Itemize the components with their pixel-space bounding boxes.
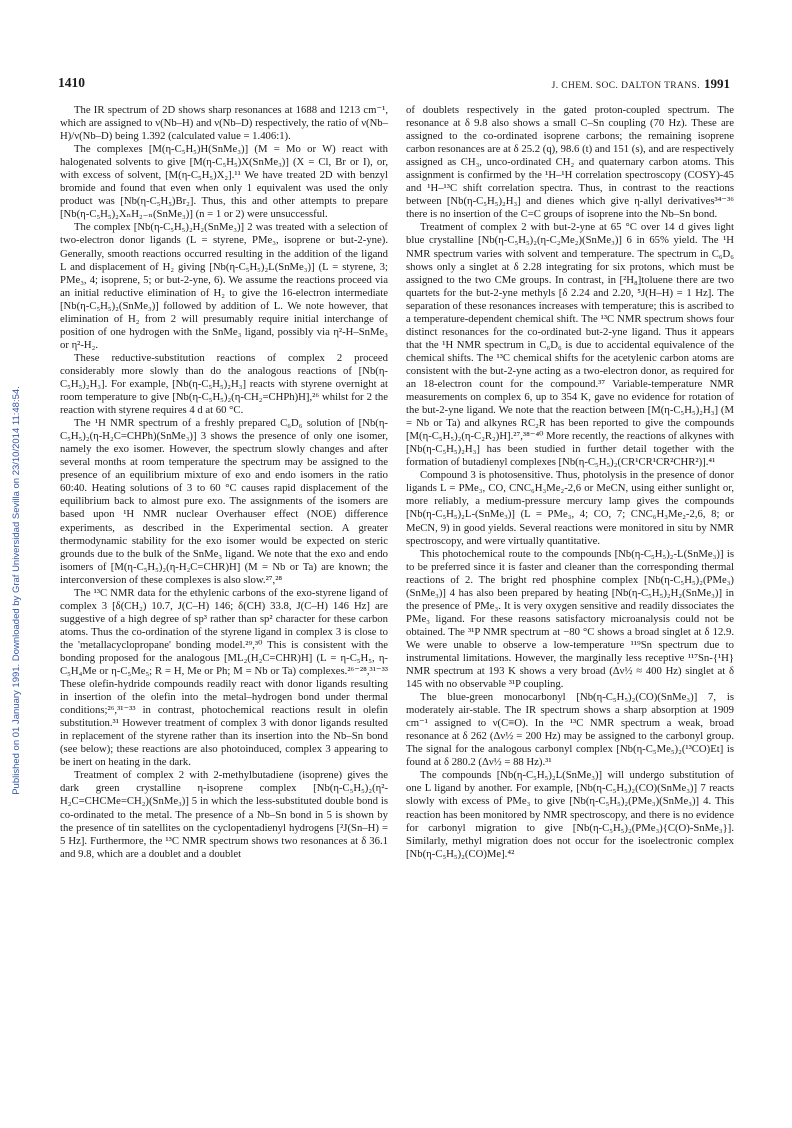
- paragraph: Treatment of complex 2 with but-2-yne at 65 °C over 14 d gives light blue crystalline [Nb(η-C₅H₅)₂(η-C₂Me₂)(SnMe₃)] 6 in 65% yield. The ¹H NMR spectrum varies with solvent and temperature. The spectrum in C₆D₆ shows only a singlet at δ 2.28 integrating for six protons, which must be assigned to the two CMe groups. In contrast, in [²H₈]toluene there are two quartets for the but-2-yne methyls [δ 2.24 and 2.20, ⁵J(H–H) = 1 Hz]. The separation of these resonances increases with temperature; this is ascribed to a temperature-dependent chemical shift. The ¹³C NMR spectrum shows four distinct resonances for the co-ordinated but-2-yne ligand. Thus it appears that the ¹H NMR spectrum in C₆D₆ is due to accidental equivalence of the chemical shifts. The ¹³C chemical shifts for the acetylenic carbon atoms are consistent with the but-2-yne acting as a two-electron donor, as required for an 18-electron count for the compound.³⁷ Variable-temperature NMR measurements on complex 6, up to 354 K, gave no evidence for rotation of the but-2-yne ligand. We note that the reaction between [M(η-C₅H₅)₂H₃] (M = Nb or Ta) and alkynes RC₂R has been reported to give the compounds [M(η-C₅H₅)₂(η-C₂R₂)H].²⁷,³⁸⁻⁴⁰ More recently, the reactions of alkynes with [Nb(η-C₅H₅)₂H₃] has been studied in further detail together with the formation of butadienyl complexes [Nb(η-C₅H₅)₂(CR¹CR¹CR²CHR²)].⁴¹: [406, 221, 734, 469]
- paragraph: This photochemical route to the compounds [Nb(η-C₅H₅)₂-L(SnMe₃)] is to be preferred since it is faster and cleaner than the corresponding thermal reactions of 2. The bright red phosphine complex [Nb(η-C₅H₅)₂(PMe₃)(SnMe₃)] 4 has also been prepared by heating [Nb(η-C₅H₅)₂H₂(SnMe₃)] in the presence of PMe₃. It is very oxygen sensitive and readily dissociates the PMe₃ ligand. For these reasons satisfactory microanalysis could not be obtained. The ³¹P NMR spectrum at −80 °C shows a broad singlet at δ 12.9. We were unable to observe a low-temperature ¹¹⁹Sn spectrum due to instrumental limitations. However, the marginally less receptive ¹¹⁷Sn-{¹H} NMR spectrum at 193 K shows a very broad (Δν½ ≈ 400 Hz) singlet at δ 145 with no observable ³¹P coupling.: [406, 547, 734, 691]
- download-note: Published on 01 January 1991. Downloaded by Graf Universidad Sevilla on 23/10/2014 11:48:54.: [10, 385, 22, 795]
- paragraph: of doublets respectively in the gated proton-coupled spectrum. The resonance at δ 9.8 also shows a small C–Sn coupling (70 Hz). These are assigned to the co-ordinated isoprene carbons; the remaining isoprene carbon resonances are at δ 25.2 (q), 98.6 (t) and 151 (s), and are respectively assigned as CH₃, unco-ordinated CH₂ and quaternary carbon atoms. This assignment is confirmed by the ¹H–¹H correlation spectroscopy (COSY)-45 and ¹H–¹³C shift correlation spectra. Thus, in contrast to the reactions between [Nb(η-C₅H₅)₂H₃] and dienes which give η-allyl derivatives³⁴⁻³⁶ there is no insertion of the C=C groups of isoprene into the Nb–Sn bond.: [406, 104, 734, 221]
- paragraph: The IR spectrum of 2D shows sharp resonances at 1688 and 1213 cm⁻¹, which are assigned to ν(Nb–H) and ν(Nb–D) respectively, the ratio of ν(Nb–H)/ν(Nb–D) being 1.392 (calculated value = 1.406:1).: [60, 104, 388, 143]
- paragraph: Treatment of complex 2 with 2-methylbutadiene (isoprene) gives the dark green crystalline η-isoprene complex [Nb(η-C₅H₅)₂(η²-H₂C=CHCMe=CH₂)(SnMe₃)] 5 in which the less-substituted double bond is co-ordinated to the metal. The presence of a Nb–Sn bond in 5 is shown by the presence of tin satellites on the cyclopentadienyl hydrogens [²J(Sn–H) = 5 Hz]. Furthermore, the ¹³C NMR spectrum shows two resonances at δ 36.1 and 9.8, which are a doublet and a doublet: [60, 769, 388, 860]
- paragraph: The compounds [Nb(η-C₅H₅)₂L(SnMe₃)] will undergo substitution of one L ligand by another. For example, [Nb(η-C₅H₅)₂(CO)(SnMe₃)] 7 reacts slowly with excess of PMe₃ to give [Nb(η-C₅H₅)₂(PMe₃)(SnMe₃)] 4. This reaction has been monitored by NMR spectroscopy, and there is no evidence for carbonyl migration to give [Nb(η-C₅H₅)₂(PMe₃){C(O)-SnMe₃}]. Similarly, methyl migration does not occur for the isoelectronic complex [Nb(η-C₅H₅)₂(CO)Me].⁴²: [406, 769, 734, 860]
- paragraph: The ¹³C NMR data for the ethylenic carbons of the exo-styrene ligand of complex 3 [δ(CH₂) 10.7, J(C–H) 146; δ(CH) 33.8, J(C–H) 146 Hz] are suggestive of a high degree of sp³ rather than sp² character for these carbon atoms. Thus the co-ordination of the styrene ligand in complex 3 is close to the 'metallacyclopropane' bonding model.²⁹,³⁰ This is consistent with the bonding proposed for the analogous [ML₂(H₂C=CHR)H] (L = η-C₅H₅, η-C₅H₄Me or η-C₅Me₅; R = H, Me or Ph; M = Nb or Ta) complexes.²⁶⁻²⁸,³¹⁻³³ These olefin-hydride compounds readily react with donor ligands resulting in insertion of the olefin into the metal–hydrogen bond under thermal conditions;²⁶,³¹⁻³³ in contrast, photochemical reactions result in olefin substitution.³¹ However treatment of complex 3 with donor ligands resulted in replacement of the styrene rather than its insertion into the Nb–Sn bond (see below); these reactions are also photoinduced, complex 3 appearing to be inert on heating in the dark.: [60, 586, 388, 769]
- journal-header: [552, 76, 730, 92]
- paragraph: These reductive-substitution reactions of complex 2 proceed considerably more slowly than do the analogous reactions of [Nb(η-C₅H₅)₂H₃]. For example, [Nb(η-C₅H₅)₂H₃] reacts with styrene overnight at room temperature to give [Nb(η-C₅H₅)₂(η-CH₂=CHPh)H],²⁶ whilst for 2 the reaction with styrene requires 4 d at 60 °C.: [60, 351, 388, 417]
- paragraph: The ¹H NMR spectrum of a freshly prepared C₆D₆ solution of [Nb(η-C₅H₅)₂(η-H₂C=CHPh)(SnMe₃)] 3 shows the presence of only one isomer, namely the exo isomer. However, the spectrum slowly changes and after several months at room temperature the spectrum may be assigned to the presence of an equilibrium mixture of exo and endo isomers in the ratio 60:40. Heating solutions of 3 to 60 °C causes rapid displacement of the equilibrium back to almost pure exo. The assignments of the isomers are based upon ¹H NMR nuclear Overhauser effect (NOE) difference experiments, as described in the Experimental section. A greater thermodynamic stability for the exo isomer would be expected on steric grounds due to the bulk of the SnMe₃ ligand. We note that the exo and endo isomers of [M(η-C₅H₅)₂(η-H₂C=CHR)H] (M = Nb or Ta) are known; the interconversion of these complexes is also slow.²⁷,²⁸: [60, 417, 388, 586]
- left-column: [60, 104, 388, 861]
- paragraph: The blue-green monocarbonyl [Nb(η-C₅H₅)₂(CO)(SnMe₃)] 7, is moderately air-stable. The IR spectrum shows a sharp absorption at 1909 cm⁻¹ assigned to ν(C≡O). In the ¹³C NMR spectrum a weak, broad resonance at δ 262 (Δν½ = 200 Hz) may be assigned to the carbonyl group. The signal for the analogous carbonyl complex [Nb(η-C₅Me₅)₂(¹³CO)Et] is found at δ 280.2 (Δν½ = 88 Hz).³¹: [406, 691, 734, 769]
- journal-title: J. CHEM. SOC. DALTON TRANS.: [551, 81, 700, 91]
- journal-year: 1991: [704, 76, 730, 91]
- right-column: [406, 104, 734, 861]
- paragraph: The complex [Nb(η-C₅H₅)₂H₂(SnMe₃)] 2 was treated with a selection of two-electron donor ligands (L = styrene, PMe₃, isoprene or but-2-yne). Generally, smooth reactions occurred resulting in the addition of the ligand L and displacement of H₂ giving [Nb(η-C₅H₅)₂L(SnMe₃)] (L = styrene, 3; PMe₃, 4; isoprene, 5; or but-2-yne, 6). We assume the reactions proceed via an initial reductive elimination of H₂ to give the 16-electron intermediate [Nb(η-C₅H₅)₂(SnMe₃)] followed by addition of L. We note however, that elimination of H₂ from 2 will presumably require initial interchange of position of one hydrogen with the SnMe₃ ligand, possibly via η²-H–SnMe₃ or η²-H₂.: [60, 221, 388, 351]
- paragraph: The complexes [M(η-C₅H₅)H(SnMe₃)] (M = Mo or W) react with halogenated solvents to give [M(η-C₅H₅)X(SnMe₃)] (X = Cl, Br or I), or, with excess of solvent, [M(η-C₅H₅)X₂].¹¹ We have treated 2D with benzyl bromide and found that even when only 1 equivalent was used the only product was [Nb(η-C₅H₅)Br₂]. Thus, this and other attempts to prepare [Nb(η-C₅H₅)₂XₙH₂₋ₙ(SnMe₃)] (n = 1 or 2) were unsuccessful.: [60, 143, 388, 221]
- paragraph: Compound 3 is photosensitive. Thus, photolysis in the presence of donor ligands L = PMe₃, CO, CNC₆H₃Me₂-2,6 or MeCN, using either sunlight or, more reliably, a medium-pressure mercury lamp gives the compounds [Nb(η-C₅H₅)₂L-(SnMe₃)] (L = PMe₃, 4; CO, 7; CNC₆H₃Me₂-2,6, 8; or MeCN, 9) in good yields. Several reactions were monitored in situ by NMR spectroscopy, and were virtually quantitative.: [406, 469, 734, 547]
- download-watermark: [10, 240, 22, 940]
- page-number: 1410: [58, 75, 85, 90]
